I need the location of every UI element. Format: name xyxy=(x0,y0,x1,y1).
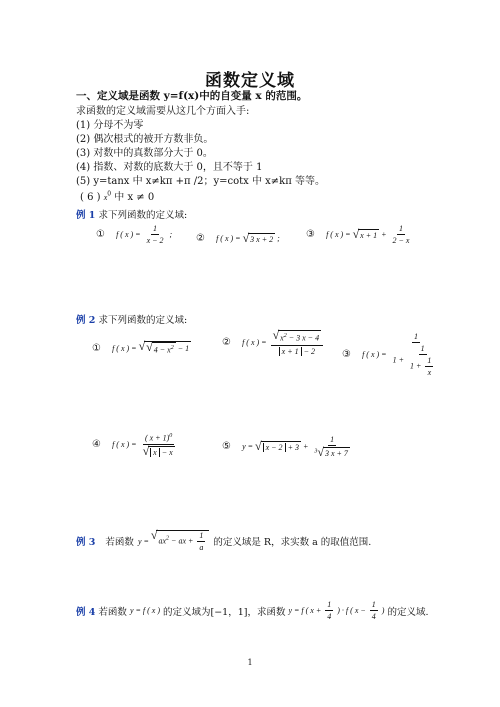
rule-item-6-cond: x ≠ 0 xyxy=(127,192,155,203)
section-heading: 一、定义域是函数 y=f(x)中的自变量 x 的范围。 xyxy=(76,90,308,102)
example-1-heading xyxy=(76,207,187,221)
example-4-middle: 的定义域为[−1，1]，求函数 xyxy=(163,606,286,618)
example-2-text: 求下列函数的定义域: xyxy=(98,315,188,326)
formula: y = √ x − 2 + 3 + 1 $^3$ √ 3 x + 7 xyxy=(242,434,348,459)
rule-item-4: (4) 指数、对数的底数大于 0，且不等于 1 xyxy=(76,162,263,173)
example-3-label: 例 3 xyxy=(76,537,96,548)
rule-item-6-exp: 0 xyxy=(107,190,112,198)
page-title: 函数定义域 xyxy=(205,71,295,91)
formula: y = f ( x ) xyxy=(129,606,160,615)
rule-item-6 xyxy=(80,188,154,203)
example-2-label: 例 2 xyxy=(76,315,96,326)
example-1-label: 例 1 xyxy=(76,210,96,221)
example-4-suffix: 的定义域. xyxy=(387,606,429,618)
formula: y = √ $ax^2$ − ax + $\frac{1}{a}$ xyxy=(138,530,209,552)
item-mark: ① xyxy=(92,343,101,354)
item-mark: ② xyxy=(222,337,231,349)
rule-item-1: (1) 分母不为零 xyxy=(76,120,144,131)
formula: y = f ( x + $\frac{1}{4}$ ) · f ( x − $\frac{1}{4}$ ) xyxy=(288,600,385,621)
example-1-item-3 xyxy=(306,222,413,245)
formula: f ( x ) = √ √ $4 - x^2$ − 1 xyxy=(112,339,190,355)
section-intro: 求函数的定义域需要从这几个方面入手: xyxy=(76,106,250,117)
rule-item-6-var: x xyxy=(103,193,108,202)
item-mark: ② xyxy=(196,233,205,244)
example-3-prefix: 若函数 xyxy=(105,537,134,548)
item-mark: ③ xyxy=(306,229,315,240)
item-mark: ⑤ xyxy=(222,441,231,452)
example-1-item-1 xyxy=(96,222,172,245)
rule-item-5: (5) y=tanx 中 x≠kπ +π /2；y=cotx 中 x≠kπ 等等。 xyxy=(76,176,325,187)
rule-item-2: (2) 偶次根式的被开方数非负。 xyxy=(76,134,214,145)
example-2-heading xyxy=(76,312,187,326)
formula: f ( x ) = √ x + 1 + $\frac{1}{2 - x}$ xyxy=(326,224,410,245)
example-2-item-2 xyxy=(222,330,325,356)
example-1-text: 求下列函数的定义域: xyxy=(98,210,188,221)
item-mark: ④ xyxy=(92,439,101,451)
item-mark: ③ xyxy=(342,349,351,360)
example-4 xyxy=(76,600,428,621)
item-mark: ① xyxy=(96,229,105,240)
formula: f ( x ) = $\frac{1}{x - 2}$ ; xyxy=(116,224,173,245)
example-3 xyxy=(76,530,371,552)
example-3-suffix: 的定义域是 R，求实数 a 的取值范围. xyxy=(213,537,372,548)
example-4-label: 例 4 xyxy=(76,606,96,618)
example-2-item-1 xyxy=(92,336,191,356)
example-2-item-4 xyxy=(92,432,179,458)
example-2-item-3 xyxy=(342,332,443,377)
formula: f ( x ) = √ 3 x + 2 ; xyxy=(216,230,280,245)
rule-item-6-prefix: ( 6 ) xyxy=(80,192,101,203)
formula: f ( x ) = √ $x^2 - 3$ x − 4 x + 1 − 2 xyxy=(242,330,325,356)
rule-item-6-middle: 中 xyxy=(114,192,125,203)
example-2-item-5 xyxy=(222,434,354,459)
formula: f ( x ) = 1 1 + 1 1 + $\frac{1}{x}$ xyxy=(362,332,432,377)
rule-item-3: (3) 对数中的真数部分大于 0。 xyxy=(76,148,213,159)
example-1-item-2 xyxy=(196,226,280,245)
page-number: 1 xyxy=(247,658,253,667)
formula: f ( x ) = ( x + 1)$^0$ √ x − x xyxy=(112,433,173,458)
example-4-prefix: 若函数 xyxy=(98,606,127,618)
